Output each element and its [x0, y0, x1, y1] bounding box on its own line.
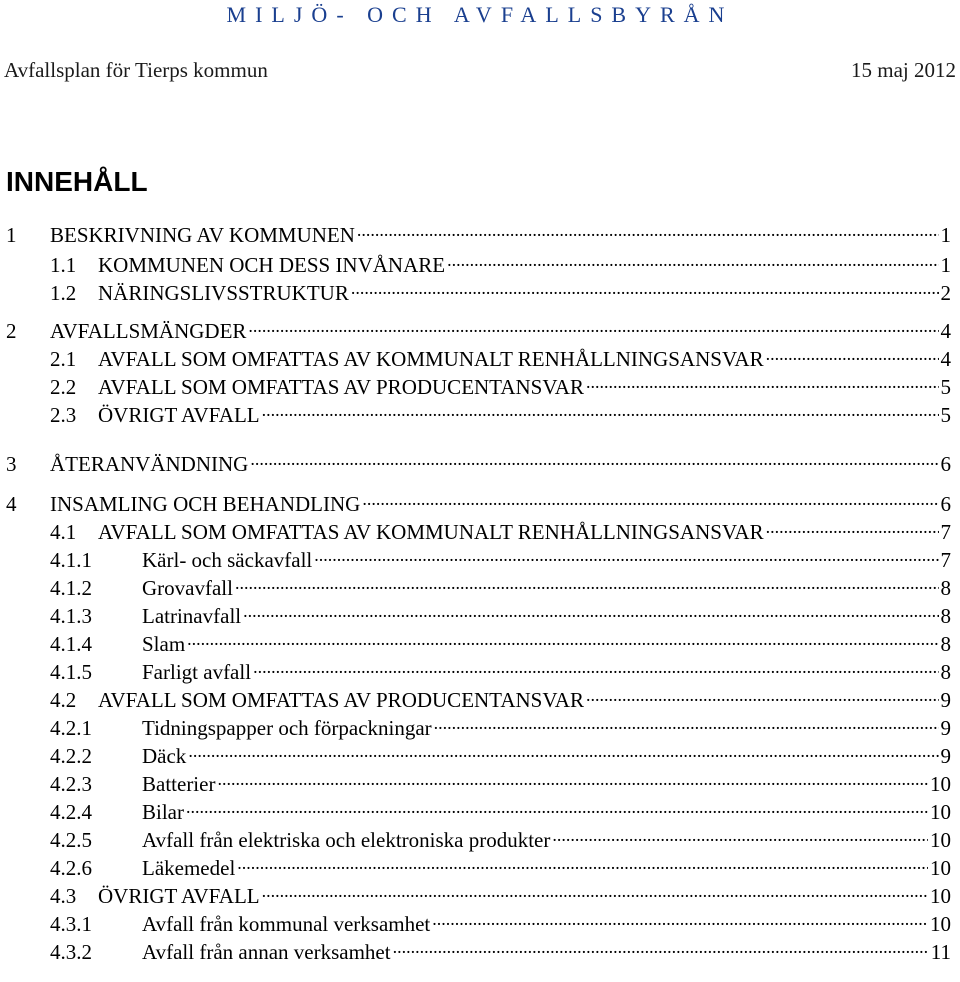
toc-entry-page: 10	[930, 828, 951, 852]
toc-dot-leader	[248, 313, 938, 339]
toc-entry-title: Bilar	[142, 800, 184, 824]
toc-entry-title: AVFALL SOM OMFATTAS AV PRODUCENTANSVAR	[98, 375, 584, 399]
organization-name: MILJÖ- OCH AVFALLSBYRÅN	[226, 2, 734, 27]
toc-dot-leader	[235, 570, 939, 596]
toc-entry-title: AVFALLSMÄNGDER	[50, 319, 247, 343]
document-title: Avfallsplan för Tierps kommun	[4, 58, 268, 82]
toc-entry-number: 4.1.3	[50, 604, 92, 628]
toc-entry-number: 4.2.1	[50, 716, 92, 740]
toc-entry-page: 7	[940, 548, 951, 572]
toc-entry-number: 4.3.2	[50, 940, 92, 964]
toc-dot-leader	[586, 369, 939, 395]
toc-entry-page: 10	[930, 912, 951, 936]
toc-entry-title: INSAMLING OCH BEHANDLING	[50, 492, 361, 516]
toc-entry-title: Kärl- och säckavfall	[142, 548, 313, 572]
toc-entry-number: 4.3	[50, 884, 77, 908]
toc-dot-leader	[552, 822, 928, 848]
toc-dot-leader	[253, 654, 938, 680]
toc-entry-page: 9	[940, 744, 951, 768]
toc-dot-leader	[434, 710, 939, 736]
toc-entry-number: 4.2.5	[50, 828, 92, 852]
toc-entry-page: 8	[940, 660, 951, 684]
toc-entry-title: Batterier	[142, 772, 216, 796]
toc-entry-title: Avfall från kommunal verksamhet	[142, 912, 431, 936]
toc-entry-page: 6	[940, 452, 951, 476]
toc-dot-leader	[188, 738, 938, 764]
toc-entry-number: 2.1	[50, 347, 77, 371]
toc-entry-number: 3	[6, 452, 17, 476]
toc-entry-title: BESKRIVNING AV KOMMUNEN	[50, 223, 355, 247]
toc-entry-title: Däck	[142, 744, 187, 768]
toc-entry-page: 10	[930, 772, 951, 796]
toc-entry-number: 2	[6, 319, 17, 343]
toc-entry-page: 8	[940, 604, 951, 628]
toc-dot-leader	[243, 598, 938, 624]
toc-entry-title: Farligt avfall	[142, 660, 252, 684]
toc-entry-number: 4.2.4	[50, 800, 92, 824]
toc-entry-page: 10	[930, 800, 951, 824]
toc-entry-page: 11	[930, 940, 951, 964]
toc-entry-page: 10	[930, 884, 951, 908]
toc-entry-number: 4.2.6	[50, 856, 92, 880]
document-date: 15 maj 2012	[851, 58, 956, 82]
toc-entry-number: 4.1.2	[50, 576, 92, 600]
toc-dot-leader	[250, 446, 938, 472]
toc-dot-leader	[357, 217, 939, 243]
toc-entry-number: 1.2	[50, 281, 77, 305]
toc-entry-title: NÄRINGSLIVSSTRUKTUR	[98, 281, 349, 305]
toc-entry-page: 1	[940, 223, 951, 247]
toc-entry-page: 7	[940, 520, 951, 544]
toc-entry-title: Latrinavfall	[142, 604, 242, 628]
toc-entry[interactable]	[6, 222, 951, 248]
toc-entry-page: 5	[940, 403, 951, 427]
toc-entry-number: 1.1	[50, 253, 77, 277]
toc-entry-page: 4	[940, 319, 951, 343]
toc-dot-leader	[432, 906, 928, 932]
toc-entry-page: 2	[940, 281, 951, 305]
toc-dot-leader	[217, 766, 928, 792]
toc-entry-number: 1	[6, 223, 17, 247]
toc-dot-leader	[262, 397, 939, 423]
toc-dot-leader	[187, 626, 938, 652]
toc-entry-page: 10	[930, 856, 951, 880]
toc-entry-number: 4.2.3	[50, 772, 92, 796]
toc-entry-number: 4	[6, 492, 17, 516]
toc-entry-number: 4.2	[50, 688, 77, 712]
toc-entry[interactable]	[6, 451, 951, 477]
toc-dot-leader	[362, 486, 938, 512]
page-title: INNEHÅLL	[6, 166, 148, 197]
toc-entry-title: Läkemedel	[142, 856, 236, 880]
toc-dot-leader	[262, 878, 928, 904]
toc-entry-page: 5	[940, 375, 951, 399]
toc-entry-page: 8	[940, 632, 951, 656]
toc-entry-page: 8	[940, 576, 951, 600]
toc-dot-leader	[237, 850, 928, 876]
toc-entry-page: 9	[940, 688, 951, 712]
toc-entry-title: ÖVRIGT AVFALL	[98, 884, 260, 908]
toc-entry-number: 4.3.1	[50, 912, 92, 936]
toc-entry-number: 2.2	[50, 375, 77, 399]
toc-entry-page: 1	[940, 253, 951, 277]
toc-entry-number: 4.1.4	[50, 632, 92, 656]
toc-dot-leader	[314, 542, 938, 568]
toc-dot-leader	[586, 682, 939, 708]
toc-entry[interactable]	[50, 402, 951, 428]
toc-entry-number: 4.1.1	[50, 548, 92, 572]
toc-dot-leader	[766, 341, 939, 367]
toc-entry-title: KOMMUNEN OCH DESS INVÅNARE	[98, 253, 446, 277]
toc-entry-title: ÖVRIGT AVFALL	[98, 403, 260, 427]
toc-entry-number: 2.3	[50, 403, 77, 427]
toc-dot-leader	[351, 275, 939, 301]
toc-entry-title: Avfall från elektriska och elektroniska produkter	[142, 828, 551, 852]
toc-entry-number: 4.2.2	[50, 744, 92, 768]
toc-entry-number: 4.1.5	[50, 660, 92, 684]
toc-entry-title: Grovavfall	[142, 576, 233, 600]
toc-entry-title: AVFALL SOM OMFATTAS AV PRODUCENTANSVAR	[98, 688, 584, 712]
toc-entry-page: 9	[940, 716, 951, 740]
toc-entry-title: Tidningspapper och förpackningar	[142, 716, 432, 740]
toc-dot-leader	[186, 794, 928, 820]
toc-entry-page: 4	[940, 347, 951, 371]
toc-entry[interactable]	[50, 280, 951, 306]
toc-entry-title: Slam	[142, 632, 186, 656]
toc-dot-leader	[766, 514, 939, 540]
toc-entry-title: Avfall från annan verksamhet	[142, 940, 391, 964]
toc-entry-title: AVFALL SOM OMFATTAS AV KOMMUNALT RENHÅLLNINGSANSVAR	[98, 520, 764, 544]
toc-entry-page: 6	[940, 492, 951, 516]
toc-entry[interactable]	[50, 939, 951, 965]
toc-entry-title: AVFALL SOM OMFATTAS AV KOMMUNALT RENHÅLLNINGSANSVAR	[98, 347, 764, 371]
toc-entry-title: ÅTERANVÄNDNING	[50, 452, 249, 476]
toc-dot-leader	[447, 247, 938, 273]
toc-dot-leader	[393, 934, 929, 960]
toc-entry-number: 4.1	[50, 520, 77, 544]
